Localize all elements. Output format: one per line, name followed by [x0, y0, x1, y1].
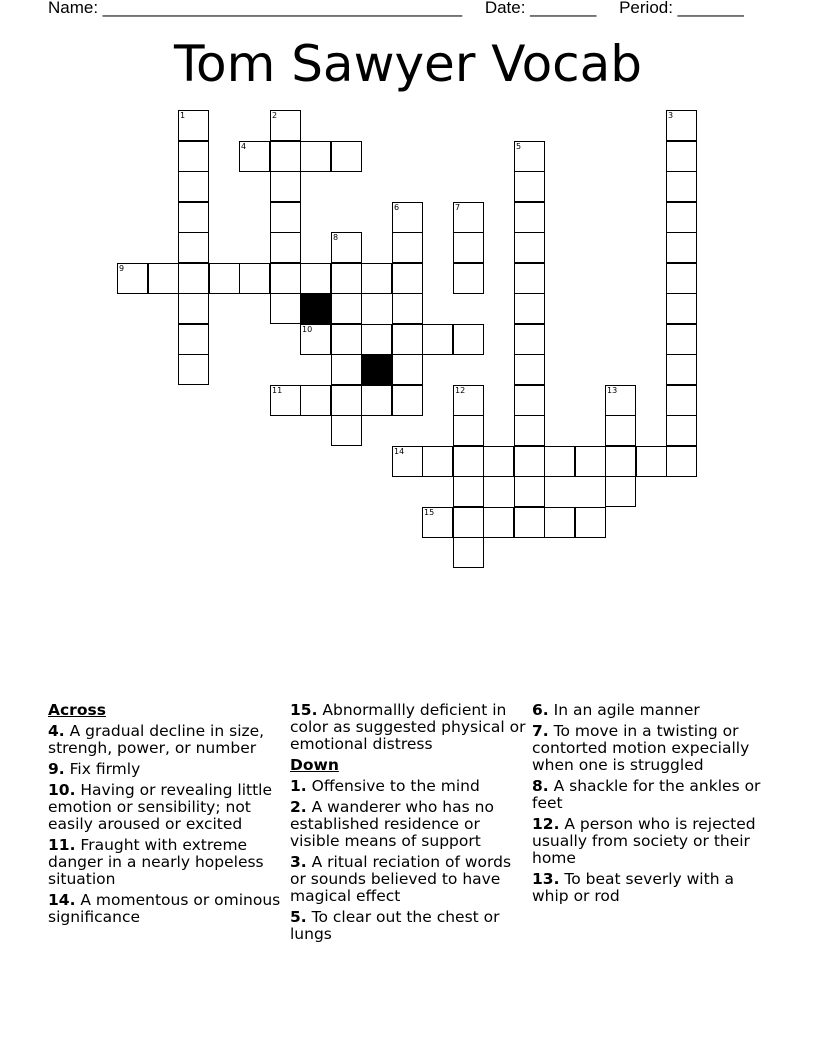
crossword-cell[interactable]	[544, 507, 575, 538]
crossword-cell[interactable]	[331, 415, 362, 446]
crossword-cell[interactable]	[422, 324, 453, 355]
clue-across-4: 4. A gradual decline in size, strengh, power, or number	[48, 722, 265, 757]
crossword-cell[interactable]	[331, 324, 362, 355]
crossword-cell[interactable]	[270, 293, 301, 324]
crossword-cell[interactable]	[392, 446, 423, 477]
crossword-cell[interactable]	[209, 263, 240, 294]
crossword-cell[interactable]	[666, 293, 697, 324]
crossword-cell[interactable]	[331, 385, 362, 416]
crossword-cell[interactable]	[483, 507, 514, 538]
crossword-cell[interactable]	[178, 141, 209, 172]
crossword-cell[interactable]	[117, 263, 148, 294]
clue-number: 3	[668, 111, 674, 120]
clue-number: 9	[119, 264, 125, 273]
crossword-cell[interactable]	[453, 446, 484, 477]
crossword-cell[interactable]	[575, 446, 606, 477]
crossword-cell[interactable]	[331, 263, 362, 294]
clues-column-2	[290, 702, 526, 947]
clue-down-8: 8. A shackle for the ankles or feet	[532, 777, 761, 812]
crossword-black-cell	[300, 293, 331, 324]
crossword-cell[interactable]	[178, 293, 209, 324]
crossword-cell[interactable]	[422, 507, 453, 538]
crossword-cell[interactable]	[392, 202, 423, 233]
crossword-cell[interactable]	[270, 202, 301, 233]
crossword-cell[interactable]	[392, 293, 423, 324]
crossword-cell[interactable]	[453, 476, 484, 507]
crossword-cell[interactable]	[270, 110, 301, 141]
crossword-cell[interactable]	[636, 446, 667, 477]
crossword-cell[interactable]	[178, 232, 209, 263]
crossword-cell[interactable]	[270, 385, 301, 416]
clue-down-7: 7. To move in a twisting or contorted motion expecially when one is struggled	[532, 722, 750, 774]
crossword-cell[interactable]	[666, 385, 697, 416]
crossword-cell[interactable]	[361, 324, 392, 355]
clue-down-2: 2. A wanderer who has no established residence or visible means of support	[290, 798, 494, 850]
crossword-cell[interactable]	[453, 385, 484, 416]
crossword-cell[interactable]	[605, 476, 636, 507]
crossword-cell[interactable]	[514, 476, 545, 507]
clue-across-9: 9. Fix firmly	[48, 760, 141, 778]
crossword-cell[interactable]	[331, 232, 362, 263]
crossword-cell[interactable]	[514, 293, 545, 324]
crossword-cell[interactable]	[666, 415, 697, 446]
crossword-cell[interactable]	[514, 507, 545, 538]
crossword-cell[interactable]	[422, 446, 453, 477]
clue-number: 1	[180, 111, 186, 120]
crossword-cell[interactable]	[666, 141, 697, 172]
clue-down-3: 3. A ritual reciation of words or sounds believed to have magical effect	[290, 853, 512, 905]
clue-down-1: 1. Offensive to the mind	[290, 777, 480, 795]
crossword-cell[interactable]	[270, 141, 301, 172]
crossword-cell[interactable]	[178, 354, 209, 385]
clue-number: 2	[272, 111, 278, 120]
crossword-cell[interactable]	[453, 507, 484, 538]
crossword-cell[interactable]	[514, 171, 545, 202]
clue-number: 10	[302, 325, 313, 334]
crossword-cell[interactable]	[300, 263, 331, 294]
down-heading: Down	[290, 756, 339, 774]
crossword-cell[interactable]	[666, 202, 697, 233]
clue-down-6: 6. In an agile manner	[532, 701, 700, 719]
crossword-cell[interactable]	[178, 324, 209, 355]
clue-number: 7	[455, 203, 461, 212]
clue-across-15: 15. Abnormallly deficient in color as suggested physical or emotional distress	[290, 701, 526, 753]
crossword-cell[interactable]	[300, 141, 331, 172]
clue-down-12: 12. A person who is rejected usually from society or their home	[532, 815, 756, 867]
date-field: Date: _______	[484, 0, 597, 17]
clue-number: 13	[607, 386, 618, 395]
crossword-cell[interactable]	[605, 415, 636, 446]
crossword-cell[interactable]	[666, 171, 697, 202]
crossword-cell[interactable]	[575, 507, 606, 538]
name-field: Name: ______________________________________	[48, 0, 463, 17]
crossword-cell[interactable]	[666, 446, 697, 477]
crossword-cell[interactable]	[514, 446, 545, 477]
crossword-cell[interactable]	[666, 232, 697, 263]
clue-number: 12	[455, 386, 466, 395]
crossword-cell[interactable]	[453, 324, 484, 355]
crossword-cell[interactable]	[148, 263, 179, 294]
crossword-cell[interactable]	[239, 263, 270, 294]
crossword-cell[interactable]	[392, 263, 423, 294]
crossword-cell[interactable]	[514, 385, 545, 416]
clue-across-10: 10. Having or revealing little emotion or sensibility; not easily aroused or excited	[48, 781, 272, 833]
crossword-cell[interactable]	[453, 537, 484, 568]
crossword-cell[interactable]	[300, 385, 331, 416]
crossword-cell[interactable]	[453, 232, 484, 263]
crossword-cell[interactable]	[331, 141, 362, 172]
crossword-cell[interactable]	[178, 202, 209, 233]
crossword-cell[interactable]	[361, 385, 392, 416]
crossword-cell[interactable]	[453, 202, 484, 233]
crossword-cell[interactable]	[361, 263, 392, 294]
crossword-cell[interactable]	[453, 263, 484, 294]
crossword-cell[interactable]	[666, 110, 697, 141]
crossword-cell[interactable]	[178, 263, 209, 294]
crossword-cell[interactable]	[666, 324, 697, 355]
crossword-cell[interactable]	[392, 354, 423, 385]
clue-number: 5	[516, 142, 522, 151]
crossword-cell[interactable]	[392, 232, 423, 263]
crossword-cell[interactable]	[514, 263, 545, 294]
crossword-cell[interactable]	[178, 110, 209, 141]
page-title: Tom Sawyer Vocab	[173, 35, 643, 93]
clue-across-14: 14. A momentous or ominous significance	[48, 891, 281, 926]
crossword-cell[interactable]	[331, 354, 362, 385]
crossword-cell[interactable]	[544, 446, 575, 477]
crossword-cell[interactable]	[392, 385, 423, 416]
clue-number: 8	[333, 233, 339, 242]
crossword-cell[interactable]	[300, 324, 331, 355]
crossword-cell[interactable]	[270, 171, 301, 202]
crossword-cell[interactable]	[514, 141, 545, 172]
crossword-cell[interactable]	[178, 171, 209, 202]
across-heading: Across	[48, 701, 106, 719]
clue-down-13: 13. To beat severly with a whip or rod	[532, 870, 734, 905]
crossword-cell[interactable]	[331, 293, 362, 324]
crossword-cell[interactable]	[605, 446, 636, 477]
crossword-cell[interactable]	[514, 324, 545, 355]
crossword-cell[interactable]	[392, 324, 423, 355]
clue-number: 15	[424, 508, 435, 517]
clue-number: 11	[272, 386, 283, 395]
clue-across-11: 11. Fraught with extreme danger in a nearly hopeless situation	[48, 836, 264, 888]
crossword-cell[interactable]	[514, 202, 545, 233]
clue-down-5: 5. To clear out the chest or lungs	[290, 908, 500, 943]
crossword-cell[interactable]	[666, 263, 697, 294]
crossword-cell[interactable]	[605, 385, 636, 416]
crossword-cell[interactable]	[270, 263, 301, 294]
crossword-cell[interactable]	[514, 354, 545, 385]
clue-number: 14	[394, 447, 405, 456]
clue-number: 4	[241, 142, 247, 151]
crossword-cell[interactable]	[483, 446, 514, 477]
clues-column-1	[48, 702, 284, 930]
crossword-cell[interactable]	[453, 415, 484, 446]
crossword-cell[interactable]	[514, 415, 545, 446]
crossword-cell[interactable]	[239, 141, 270, 172]
crossword-cell[interactable]	[270, 232, 301, 263]
crossword-black-cell	[361, 354, 392, 385]
crossword-cell[interactable]	[666, 354, 697, 385]
clue-number: 6	[394, 203, 400, 212]
crossword-cell[interactable]	[514, 232, 545, 263]
period-field: Period: _______	[619, 0, 744, 17]
clues-column-3	[532, 702, 768, 909]
